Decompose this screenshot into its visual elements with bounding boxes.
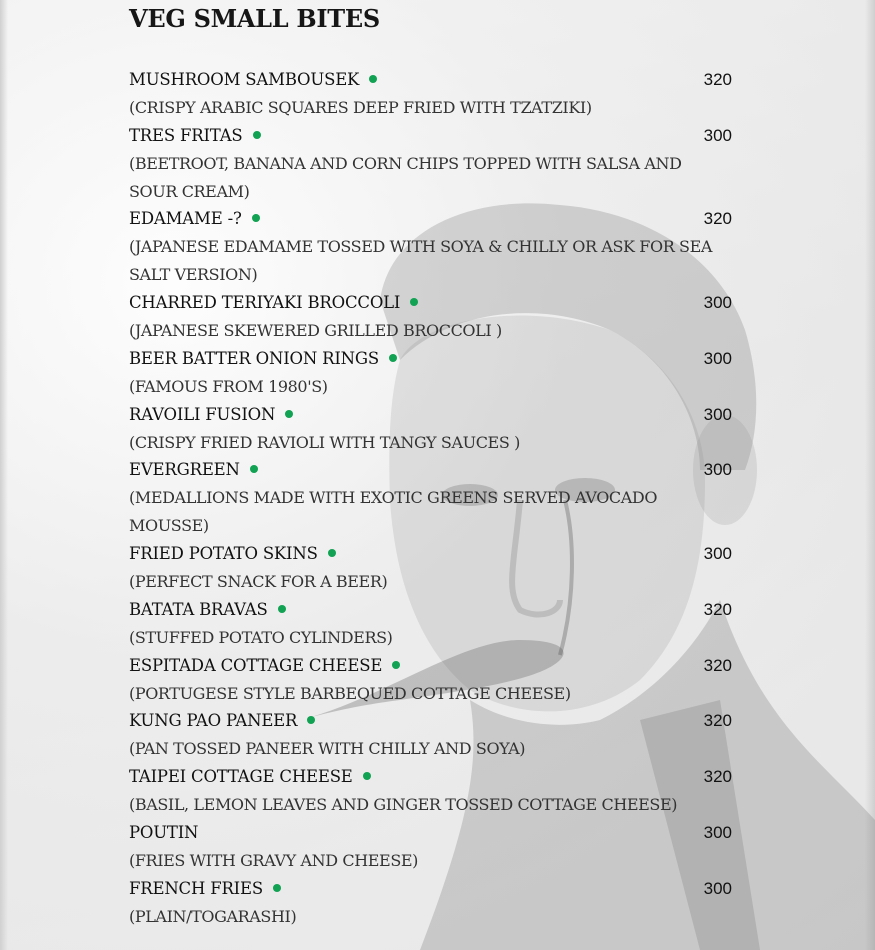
menu-item-price: 300 [703,348,732,368]
menu-item-header [129,66,734,94]
veg-indicator-icon [278,605,286,613]
menu-item-name: ESPITADA COTTAGE CHEESE [129,655,383,675]
menu-item-description: (JAPANESE SKEWERED GRILLED BROCCOLI ) [129,320,502,340]
menu-item-description: (BEETROOT, BANANA AND CORN CHIPS TOPPED WITH SALSA AND SOUR CREAM) [129,153,682,201]
menu-item-price: 320 [703,599,732,619]
veg-indicator-icon [389,354,397,362]
menu-item-name: EVERGREEN [129,460,240,480]
menu-item-price: 300 [703,460,732,480]
menu-item [129,652,734,708]
menu-item-description: (PAN TOSSED PANEER WITH CHILLY AND SOYA) [129,739,526,759]
menu-item-price: 320 [703,711,732,731]
veg-indicator-icon [273,884,281,892]
menu-item-price: 300 [703,125,732,145]
menu-item [129,819,734,875]
menu-item-price: 300 [703,878,732,898]
menu-item [129,205,734,289]
veg-indicator-icon [369,75,377,83]
menu-item-name: MUSHROOM SAMBOUSEK [129,70,360,89]
menu-item-name: FRENCH FRIES [129,878,263,898]
menu-item-name: RAVOILI FUSION [129,404,276,424]
menu-item-header [129,289,734,317]
menu-item-price: 300 [703,822,732,842]
veg-indicator-icon [252,214,260,222]
menu-item [129,289,734,345]
menu-item-list [129,66,734,931]
menu-item-description: (JAPANESE EDAMAME TOSSED WITH SOYA & CHILLY OR ASK FOR SEA SALT VERSION) [129,237,713,285]
menu-item-description: (STUFFED POTATO CYLINDERS) [129,627,393,647]
menu-item-price: 320 [703,767,732,787]
menu-item-name: EDAMAME -? [129,209,242,229]
menu-item [129,345,734,401]
menu-item [129,596,734,652]
menu-item-price: 300 [703,543,732,563]
menu-item-name: CHARRED TERIYAKI BROCCOLI [129,292,401,312]
menu-item-header [129,763,734,791]
menu-item [129,456,734,540]
menu-item-description: (PLAIN/TOGARASHI) [129,906,297,926]
veg-indicator-icon [253,131,261,139]
menu-item-name: POUTIN [129,822,199,842]
menu-item-price: 320 [703,655,732,675]
veg-indicator-icon [410,298,418,306]
menu-item-header [129,707,734,735]
menu-item-header [129,456,734,484]
veg-indicator-icon [363,772,371,780]
menu-item-header [129,596,734,624]
menu-item-name: KUNG PAO PANEER [129,711,298,731]
menu-item [129,540,734,596]
veg-indicator-icon [285,410,293,418]
menu-item-price: 320 [703,209,732,229]
veg-indicator-icon [307,716,315,724]
menu-item-description: (FRIES WITH GRAVY AND CHEESE) [129,850,419,870]
section-title: VEG SMALL BITES [129,4,380,33]
menu-item-header [129,875,734,903]
menu-item [129,66,734,122]
menu-item-description: (FAMOUS FROM 1980'S) [129,376,328,396]
menu-item-header [129,122,734,150]
menu-item-header [129,819,734,847]
menu-item-description: (CRISPY ARABIC SQUARES DEEP FRIED WITH TZATZIKI) [129,98,592,117]
menu-item-header [129,205,734,233]
menu-item-header [129,345,734,373]
menu-item [129,875,734,931]
menu-item-header [129,401,734,429]
veg-indicator-icon [328,549,336,557]
menu-item [129,707,734,763]
menu-item-price: 320 [703,70,732,89]
menu-item-name: TAIPEI COTTAGE CHEESE [129,767,353,787]
menu-item-description: (BASIL, LEMON LEAVES AND GINGER TOSSED COTTAGE CHEESE) [129,795,678,815]
menu-item [129,763,734,819]
menu-item-description: (PERFECT SNACK FOR A BEER) [129,571,388,591]
menu-item [129,401,734,457]
menu-item-header [129,652,734,680]
menu-item-price: 300 [703,292,732,312]
menu-item-name: BATATA BRAVAS [129,599,268,619]
menu-item-name: TRES FRITAS [129,125,243,145]
menu-item [129,122,734,206]
menu-item-name: FRIED POTATO SKINS [129,543,318,563]
veg-indicator-icon [250,465,258,473]
menu-item-price: 300 [703,404,732,424]
menu-item-description: (PORTUGESE STYLE BARBEQUED COTTAGE CHEESE) [129,683,571,703]
menu-item-header [129,540,734,568]
veg-indicator-icon [392,661,400,669]
menu-item-description: (CRISPY FRIED RAVIOLI WITH TANGY SAUCES ) [129,432,520,452]
menu-item-description: (MEDALLIONS MADE WITH EXOTIC GREENS SERVED AVOCADO MOUSSE) [129,488,658,536]
menu-item-name: BEER BATTER ONION RINGS [129,348,380,368]
